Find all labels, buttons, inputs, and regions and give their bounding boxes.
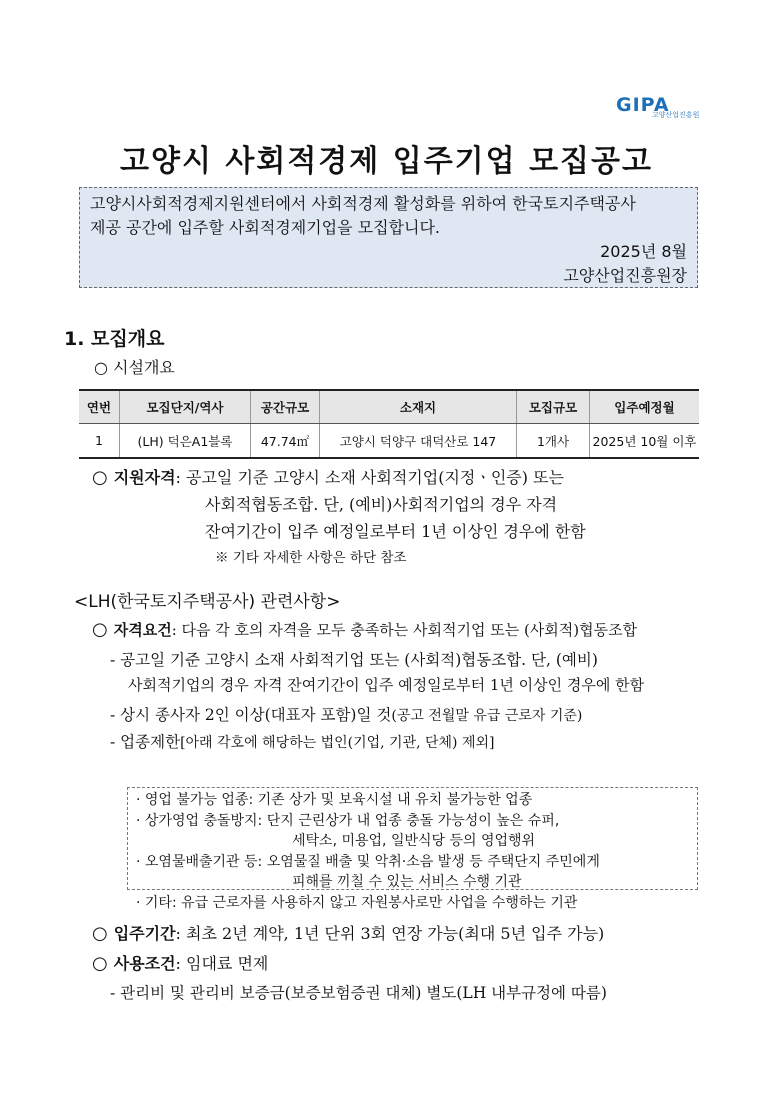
usage-text: : 임대료 면제 [175, 954, 269, 973]
usage-label: 사용조건 [113, 954, 176, 973]
list-item: - 공고일 기준 고양시 소재 사회적기업 또는 (사회적)협동조합. 단, (예비) [110, 651, 598, 669]
usage-line [92, 951, 268, 974]
eligibility-line-3: 잔여기간이 입주 예정일로부터 1년 이상인 경우에 한함 [205, 522, 586, 541]
logo-text: 고양산업진흥원 [652, 111, 700, 119]
eligibility-line-1 [92, 465, 564, 488]
list-item [110, 730, 494, 752]
qualification-label: 자격요건 [113, 621, 172, 639]
period-label: 입주기간 [113, 924, 176, 943]
page-title: 고양시 사회적경제 입주기업 모집공고 [119, 144, 653, 179]
table-cell: 1 [79, 424, 120, 459]
table-header: 모집단지/역사 [120, 390, 251, 424]
industry-restriction-note: [아래 각호에 해당하는 법인(기업, 기관, 단체) 제외] [180, 735, 495, 751]
bullet-circle: ○ [92, 619, 108, 640]
notice-box [79, 187, 698, 288]
table-header: 소재지 [320, 390, 517, 424]
restriction-item: · 상가영업 충돌방지: 단지 근린상가 내 업종 충돌 가능성이 높은 슈퍼, [136, 812, 560, 829]
period-line [92, 921, 604, 944]
table-header: 입주예정월 [590, 390, 700, 424]
section-heading: 1. 모집개요 [64, 328, 165, 350]
notice-line-1: 고양시사회적경제지원센터에서 사회적경제 활성화를 위하여 한국토지주택공사 [90, 194, 636, 213]
industry-restriction: - 업종제한 [110, 733, 181, 751]
table-cell: 1개사 [517, 424, 590, 459]
notice-signer: 고양산업진흥원장 [563, 266, 687, 285]
restriction-item: · 기타: 유급 근로자를 사용하지 않고 자원봉사로만 사업을 수행하는 기관 [136, 894, 578, 911]
table-row [79, 424, 699, 459]
facility-subheading: ○ 시설개요 [94, 358, 175, 377]
table-header: 모집규모 [517, 390, 590, 424]
table-cell: (LH) 덕은A1블록 [120, 424, 251, 459]
lh-section-heading: <LH(한국토지주택공사) 관련사항> [74, 592, 341, 612]
qualification-line [92, 619, 637, 640]
period-text: : 최초 2년 계약, 1년 단위 3회 연장 가능(최대 5년 입주 가능) [175, 924, 605, 943]
staff-requirement-note: (공고 전월말 유급 근로자 기준) [391, 708, 583, 724]
usage-item: - 관리비 및 관리비 보증금(보증보험증권 대체) 별도(LH 내부규정에 따름) [110, 984, 607, 1002]
table-cell: 47.74㎡ [251, 424, 320, 459]
restriction-item-cont: 피해를 끼칠 수 있는 서비스 수행 기관 [292, 874, 522, 890]
facility-table [79, 389, 699, 459]
table-cell: 고양시 덕양구 대덕산로 147 [320, 424, 517, 459]
table-header-row [79, 390, 699, 424]
restriction-box [127, 787, 698, 911]
bullet-circle: ○ [92, 923, 108, 944]
eligibility-note: ※ 기타 자세한 사항은 하단 참조 [215, 550, 407, 566]
restriction-item: · 오염물배출기관 등: 오염물질 배출 및 악취·소음 발생 등 주택단지 주민에게 [136, 853, 600, 870]
table-cell: 2025년 10월 이후 [590, 424, 700, 459]
eligibility-text: : 공고일 기준 고양시 소재 사회적기업(지정ㆍ인증) 또는 [175, 468, 564, 487]
table-header: 연번 [79, 390, 120, 424]
list-item: 사회적기업의 경우 자격 잔여기간이 입주 예정일로부터 1년 이상인 경우에 한함 [128, 676, 645, 694]
logo-mark: GIPA [616, 94, 670, 116]
restriction-item: · 영업 불가능 업종: 기존 상가 및 보육시설 내 유치 불가능한 업종 [136, 792, 533, 808]
staff-requirement: - 상시 종사자 2인 이상(대표자 포함)일 것 [110, 706, 392, 724]
table-header: 공간규모 [251, 390, 320, 424]
qualification-text: : 다음 각 호의 자격을 모두 충족하는 사회적기업 또는 (사회적)협동조합 [171, 621, 638, 639]
gipa-logo [612, 94, 702, 122]
eligibility-label: 지원자격 [113, 468, 176, 487]
restriction-item-cont: 세탁소, 미용업, 일반식당 등의 영업행위 [292, 833, 536, 849]
bullet-circle: ○ [92, 467, 108, 488]
bullet-circle: ○ [92, 953, 108, 974]
notice-date: 2025년 8월 [600, 242, 687, 261]
eligibility-line-2: 사회적협동조합. 단, (예비)사회적기업의 경우 자격 [205, 495, 558, 514]
list-item [110, 703, 582, 725]
notice-line-2: 제공 공간에 입주할 사회적경제기업을 모집합니다. [90, 218, 441, 237]
